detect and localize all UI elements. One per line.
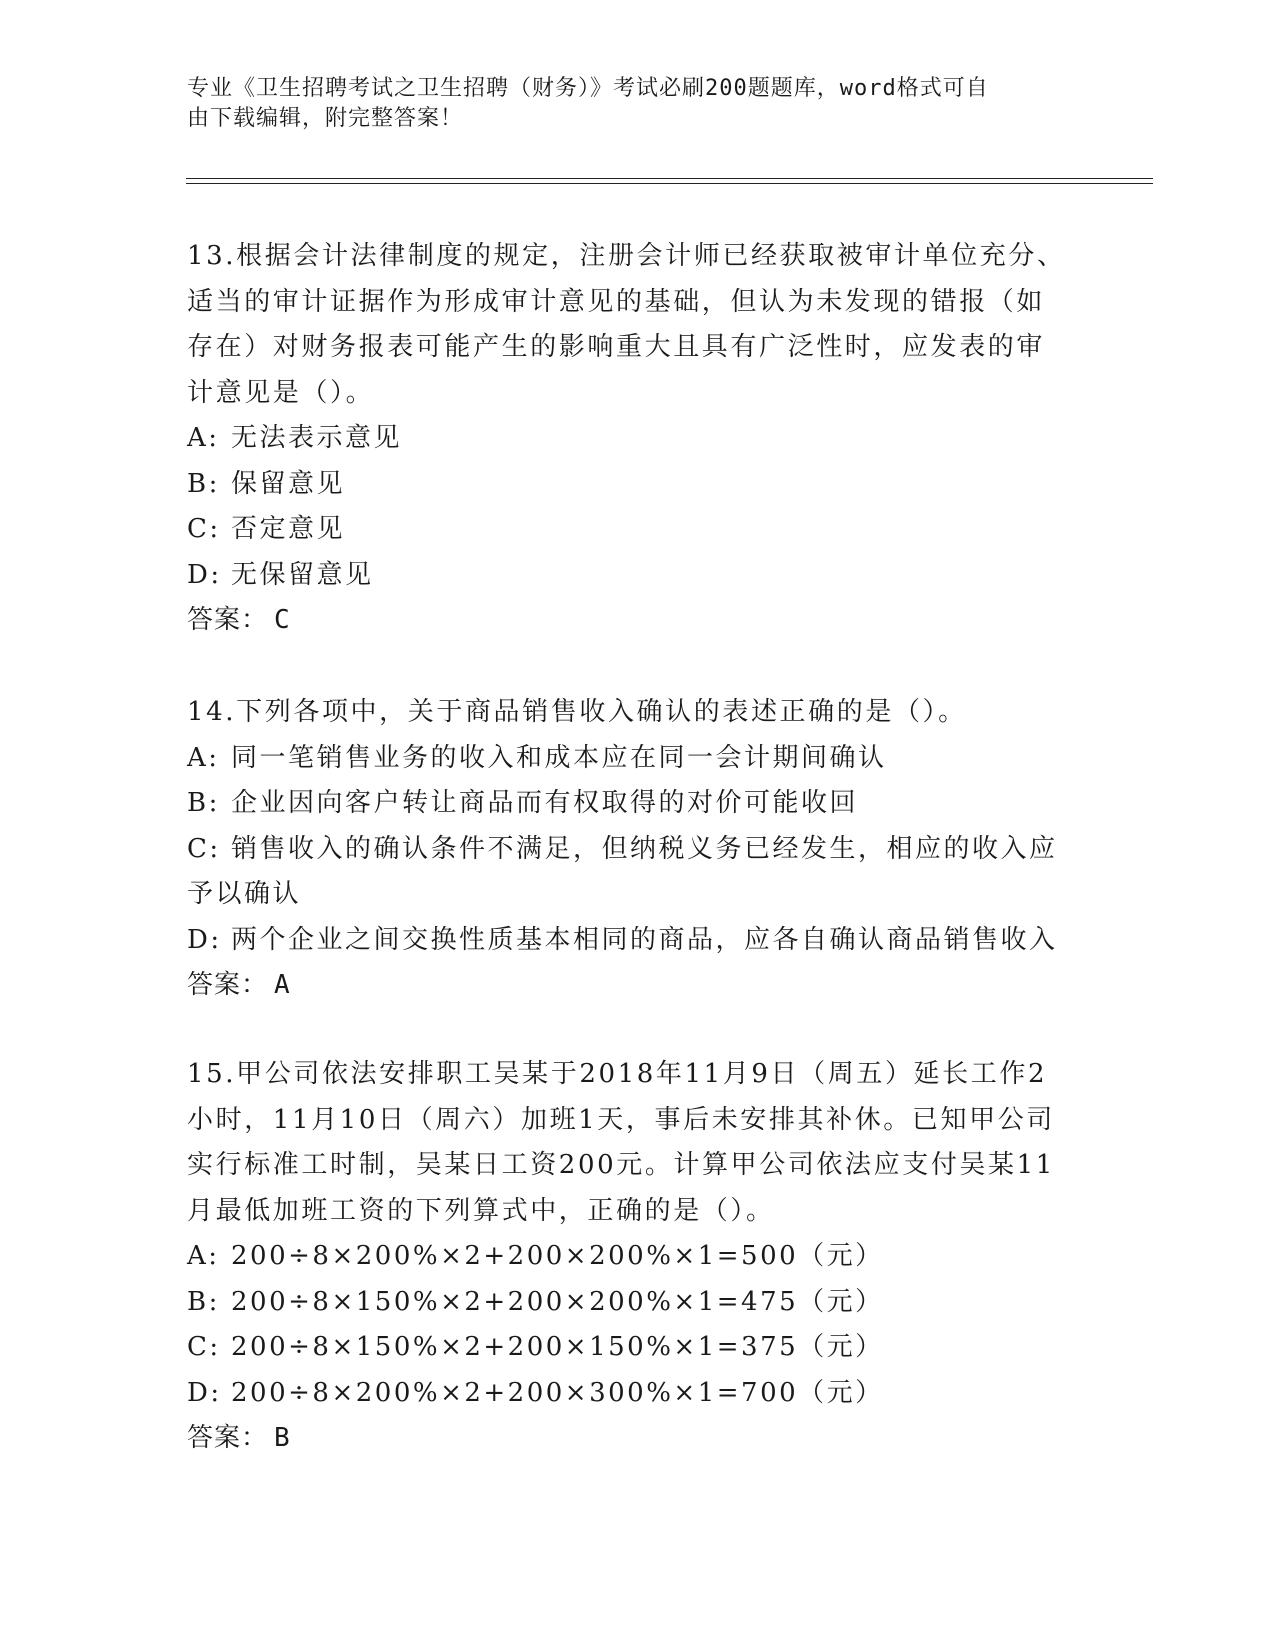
option-text: 200÷8×200%×2+200×200%×1=500（元） [231, 1241, 884, 1271]
answer-line [187, 963, 1087, 1009]
option-letter: B: [187, 468, 220, 499]
stem-line: 计意见是（）。 [187, 377, 375, 408]
option-d [187, 1371, 1087, 1417]
option-letter: C: [187, 833, 221, 864]
answer-label: 答案： [187, 605, 269, 635]
question-stem [187, 690, 1087, 736]
stem-line: 14.下列各项中，关于商品销售收入确认的表述正确的是（）。 [187, 697, 967, 727]
option-d [187, 553, 1087, 599]
option-text: 两个企业之间交换性质基本相同的商品，应各自确认商品销售收入 [231, 924, 1058, 955]
option-text: 保留意见 [231, 468, 346, 499]
option-text: 无保留意见 [231, 559, 374, 590]
option-letter: A: [187, 1241, 220, 1271]
answer-value: C [274, 605, 291, 635]
option-c [187, 827, 1087, 873]
option-b [187, 1280, 1087, 1326]
stem-line: 13.根据会计法律制度的规定，注册会计师已经获取被审计单位充分、 [187, 241, 1066, 271]
option-text: 企业因向客户转让商品而有权取得的对价可能收回 [231, 788, 859, 818]
answer-label: 答案： [187, 970, 269, 1000]
answer-label: 答案： [187, 1423, 269, 1453]
option-letter: B: [187, 788, 220, 818]
option-text: 否定意见 [231, 514, 346, 544]
stem-line: 月最低加班工资的下列算式中，正确的是（）。 [187, 1195, 775, 1226]
option-text: 200÷8×200%×2+200×300%×1=700（元） [231, 1377, 884, 1408]
question-stem [187, 1052, 1087, 1234]
stem-line: 小时，11月10日（周六）加班1天，事后未安排其补休。已知甲公司 [187, 1104, 1055, 1135]
question-13 [187, 234, 1087, 644]
option-letter: A: [187, 423, 220, 453]
option-letter: D: [187, 559, 222, 590]
document-header [187, 74, 1067, 134]
option-letter: C: [187, 1332, 221, 1362]
answer-line [187, 598, 1087, 644]
header-divider-top [186, 178, 1153, 179]
option-text-continued: 予以确认 [187, 879, 302, 909]
option-letter: A: [187, 742, 220, 773]
header-line-1: 专业《卫生招聘考试之卫生招聘（财务）》考试必刷200题题库，word格式可自 [187, 76, 989, 101]
question-14 [187, 690, 1087, 1009]
header-divider-bottom [186, 183, 1153, 184]
stem-line: 适当的审计证据作为形成审计意见的基础，但认为未发现的错报（如 [187, 286, 1046, 317]
answer-value: B [274, 1423, 291, 1453]
option-letter: D: [187, 1377, 222, 1408]
option-text: 无法表示意见 [231, 423, 403, 453]
option-a [187, 736, 1087, 782]
option-text: 200÷8×150%×2+200×150%×1=375（元） [231, 1332, 884, 1362]
header-line-2: 由下载编辑，附完整答案！ [187, 106, 464, 131]
option-a [187, 1234, 1087, 1280]
option-c [187, 1325, 1087, 1371]
option-b [187, 781, 1087, 827]
option-a [187, 416, 1087, 462]
question-15 [187, 1052, 1087, 1462]
option-b [187, 462, 1087, 508]
option-c [187, 507, 1087, 553]
option-letter: D: [187, 924, 222, 955]
option-text: 200÷8×150%×2+200×200%×1=475（元） [231, 1286, 884, 1317]
answer-line [187, 1416, 1087, 1462]
stem-line: 存在）对财务报表可能产生的影响重大且具有广泛性时，应发表的审 [187, 332, 1046, 362]
answer-value: A [274, 970, 291, 1000]
option-c-continued [187, 872, 1087, 918]
option-letter: C: [187, 514, 221, 544]
stem-line: 实行标准工时制，吴某日工资200元。计算甲公司依法应支付吴某11 [187, 1150, 1055, 1180]
option-text: 销售收入的确认条件不满足，但纳税义务已经发生，相应的收入应 [231, 833, 1058, 864]
stem-line: 15.甲公司依法安排职工吴某于2018年11月9日（周五）延长工作2 [187, 1059, 1048, 1089]
option-d [187, 918, 1087, 964]
option-letter: B: [187, 1286, 220, 1317]
option-text: 同一笔销售业务的收入和成本应在同一会计期间确认 [231, 742, 887, 773]
question-stem [187, 234, 1087, 416]
